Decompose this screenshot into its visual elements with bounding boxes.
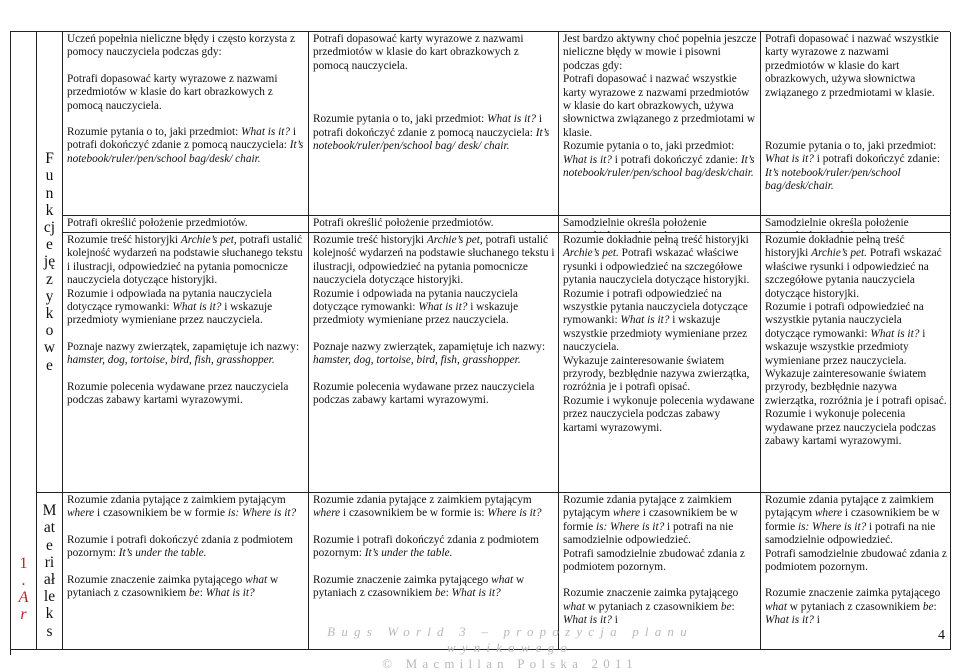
criterion-paragraph	[765, 140, 947, 194]
criterion-text: i potrafi na nie samodzielnie odpowiedzieć.	[563, 520, 734, 547]
criterion-text: Jest bardzo aktywny choć popełnia jeszcze nieliczne błędy w mowie i pisowni podczas gdy:	[563, 33, 757, 72]
criterion-text: w pytaniach z czasownikiem	[584, 600, 721, 613]
criterion-text: i	[813, 614, 820, 627]
criterion-text: i wskazuje wszystkie przedmioty wymieniane przez nauczyciela.	[563, 314, 748, 354]
criterion-paragraph	[67, 73, 305, 113]
english-phrase: It’s notebook/ruler/pen/school bag/desk/ chair.	[67, 139, 304, 165]
criterion-paragraph	[563, 234, 757, 288]
criterion-paragraph	[563, 288, 757, 355]
subsection-label-char: s	[46, 622, 53, 640]
cell-row2-level2	[309, 216, 559, 233]
criterion-text: w pytaniach z czasownikiem	[67, 573, 279, 600]
english-phrase: what	[491, 573, 514, 586]
subsection-label-materials	[37, 493, 63, 650]
subsection-label-char: cj	[43, 218, 56, 236]
criterion-paragraph	[563, 33, 757, 73]
footer-copyright: © Macmillan Polska 2011	[382, 656, 638, 671]
criterion-text: i czasownikiem be w formie is:	[340, 507, 488, 520]
criterion-text: Rozumie znaczenie zaimka pytającego	[313, 573, 492, 586]
english-phrase: be	[720, 600, 732, 613]
subsection-label-char: n	[45, 184, 54, 202]
subsection-label-char: M	[42, 502, 57, 520]
english-phrase: What is it?	[241, 126, 291, 139]
cell-row3-level2	[309, 233, 559, 493]
criterion-text: Rozumie i potrafi odpowiedzieć na wszystkie pytania nauczyciela dotyczące rymowanki:	[563, 287, 748, 327]
english-phrase: where	[67, 507, 95, 520]
section-label-char: r	[20, 606, 27, 623]
english-phrase: It’s under the table.	[118, 547, 207, 560]
criterion-paragraph	[313, 217, 555, 230]
criterion-paragraph	[313, 288, 555, 328]
criterion-text: i potrafi dokończyć zdanie z pomocą nauczyciela:	[313, 113, 543, 139]
criterion-paragraph	[765, 301, 947, 368]
english-phrase: What is it?	[765, 153, 814, 166]
english-phrase: It’s notebook/ruler/pen/school bag/desk/chair.	[563, 153, 755, 180]
criterion-text: i czasownikiem be w formie	[765, 507, 940, 533]
criterion-text: Rozumie i potrafi odpowiedzieć na wszystkie pytania nauczyciela dotyczące rymowanki:	[765, 301, 924, 340]
cell-row2-level1	[63, 216, 309, 233]
criterion-paragraph	[563, 217, 757, 233]
criterion-text: Potrafi dopasować i nazwać wszystkie karty wyrazowe z nazwami przedmiotów w klasie do kart obrazkowych, używa słownictwa związanego z przedmiotami w klasie.	[563, 73, 755, 139]
criterion-text: Rozumie znaczenie zaimka pytającego	[67, 573, 246, 586]
criterion-text: Rozumie i odpowiada na pytania nauczyciela dotyczące rymowanki:	[313, 287, 518, 314]
criterion-paragraph	[563, 73, 757, 140]
criterion-paragraph	[313, 33, 555, 73]
english-phrase: Where is it?	[487, 507, 542, 520]
cell-row3-level1	[63, 233, 309, 493]
criterion-text: Rozumie pytania o to, jaki przedmiot:	[563, 140, 735, 153]
criterion-text: Potrafi wskazać właściwe rysunki i odpowiedzieć na szczegółowe pytania nauczyciela dotyczące historyjki.	[765, 247, 942, 300]
criterion-paragraph	[67, 381, 305, 408]
criterion-text: Potrafi określić położenie przedmiotów.	[67, 217, 248, 229]
criterion-text: i potrafi dokończyć zdanie z pomocą nauczyciela:	[67, 126, 297, 152]
page-number: 4	[938, 628, 945, 643]
english-phrase: is: Where is it?	[797, 520, 867, 533]
criterion-text: Potrafi dopasować karty wyrazowe z nazwami przedmiotów w klasie do kart obrazkowych z pomocą nauczyciela.	[67, 72, 278, 112]
criterion-text: Potrafi dopasować karty wyrazowe z nazwami przedmiotów w klasie do kart obrazkowych z pomocą nauczyciela.	[313, 33, 524, 72]
criterion-text: Rozumie zdania pytające z zaimkiem pytającym	[313, 494, 532, 506]
english-phrase: What is it?	[205, 587, 255, 600]
criterion-paragraph	[563, 548, 757, 575]
criterion-text: potrafi ustalić kolejność wydarzeń na podstawie słuchanego tekstu i ilustracji, odpowiedzieć na pytania pomocnicze nauczyciela dotyczące historyjki.	[313, 234, 555, 287]
english-phrase: It’s notebook/ruler/pen/school bag/ desk/ chair.	[313, 126, 550, 153]
criterion-text: :	[199, 587, 206, 600]
cell-row4-level3	[559, 493, 761, 650]
criterion-paragraph	[67, 341, 305, 368]
criterion-text: Rozumie i odpowiada na pytania nauczyciela dotyczące rymowanki:	[67, 287, 272, 314]
criterion-text: Potrafi samodzielnie zbudować zdania z podmiotem pozornym.	[765, 547, 947, 574]
criterion-paragraph	[67, 574, 305, 601]
subsection-label-char: e	[46, 356, 53, 374]
section-label-char: 1	[19, 555, 28, 572]
criterion-text: Rozumie zdania pytające z zaimkiem pytającym	[765, 494, 934, 520]
criterion-text: Rozumie i wykonuje polecenia wydawane przez nauczyciela podczas zabawy kartami wyrazowymi.	[765, 408, 936, 448]
subsection-label-char: e	[46, 236, 53, 254]
criterion-paragraph	[765, 587, 947, 627]
criterion-text: Potrafi wskazać właściwe rysunki i odpowiedzieć na szczegółowe pytania nauczyciela dotyczące historyjki.	[563, 247, 750, 287]
criterion-text: :	[933, 600, 937, 613]
criterion-text: i potrafi na nie samodzielnie odpowiedzieć.	[765, 520, 936, 547]
criterion-text: w pytaniach z czasownikiem	[313, 573, 525, 600]
criterion-text: i wskazuje wszystkie przedmioty wymieniane przez nauczyciela.	[765, 327, 926, 367]
english-phrase: Archie’s pet.	[563, 247, 619, 260]
english-phrase: be	[435, 587, 446, 600]
subsection-label-char: k	[45, 605, 54, 623]
subsection-label-char: u	[45, 167, 54, 185]
criterion-text: potrafi ustalić kolejność wydarzeń na podstawie słuchanego tekstu i ilustracji, odpowiedzieć na pytania pomocnicze nauczyciela dotyczące historyjki.	[67, 234, 303, 287]
criterion-text: Rozumie i potrafi dokończyć zdania z podmiotem pozornym:	[313, 533, 539, 560]
criterion-text: Potrafi samodzielnie zbudować zdania z podmiotem pozornym.	[563, 547, 745, 574]
footer-title: Bugs World 3 – propozycja planu wynikowego	[327, 624, 693, 655]
criterion-paragraph	[563, 140, 757, 180]
criterion-text: :	[731, 600, 735, 613]
criterion-text: Rozumie dokładnie pełną treść historyjki	[765, 234, 905, 260]
criterion-text: Rozumie i wykonuje polecenia wydawane przez nauczyciela podczas zabawy kartami wyrazowymi.	[563, 394, 755, 434]
subsection-label-char: k	[45, 305, 54, 322]
criteria-table	[10, 31, 950, 655]
subsection-label-char: F	[45, 150, 54, 168]
criterion-text: Potrafi określić położenie przedmiotów.	[313, 217, 494, 229]
english-phrase: hamster, dog, tortoise, bird, fish, grasshopper.	[313, 354, 521, 367]
english-phrase: where	[313, 507, 341, 520]
criterion-paragraph	[563, 355, 757, 395]
english-phrase: What is it?	[487, 113, 537, 126]
section-label-char: A	[18, 589, 29, 606]
english-phrase: What is it?	[418, 301, 468, 314]
cell-row1-level2	[309, 32, 559, 216]
criterion-paragraph	[313, 534, 555, 561]
criterion-text: Samodzielnie określa położenie	[563, 217, 707, 229]
criterion-paragraph	[765, 217, 947, 233]
criterion-paragraph	[313, 234, 555, 288]
criterion-text: Uczeń popełnia nieliczne błędy i często korzysta z pomocy nauczyciela podczas gdy:	[67, 33, 296, 59]
criterion-text: Rozumie treść historyjki	[313, 234, 427, 246]
criterion-text: Rozumie treść historyjki	[67, 234, 181, 246]
criterion-text: Potrafi dopasować i nazwać wszystkie karty wyrazowe z nazwami przedmiotów w klasie do kart obrazkowych, używa słownictwa związanego z przedmiotami w klasie.	[765, 33, 939, 99]
subsection-label-char: w	[43, 339, 56, 357]
criterion-paragraph	[563, 587, 757, 627]
criterion-paragraph	[765, 234, 947, 301]
criterion-text: w pytaniach z czasownikiem	[786, 600, 923, 613]
criterion-text: :	[445, 587, 452, 600]
english-phrase: where	[612, 507, 641, 520]
english-phrase: What is it?	[765, 614, 814, 627]
criterion-paragraph	[765, 494, 947, 548]
subsection-label-char: z	[46, 270, 53, 288]
section-label-char: .	[21, 572, 26, 589]
criterion-text: Rozumie znaczenie zaimka pytającego	[563, 587, 739, 600]
criterion-paragraph	[563, 395, 757, 435]
criterion-paragraph	[765, 368, 947, 408]
subsection-label-char: y	[45, 287, 54, 305]
criterion-paragraph	[67, 217, 305, 230]
criterion-text: Wykazuje zainteresowanie światem przyrody, bezbłędnie nazywa zwierzątka, rozróżnia je i potrafi opisać.	[765, 368, 947, 407]
criterion-text: i potrafi dokończyć zdanie:	[611, 153, 741, 166]
criterion-text: Rozumie zdania pytające z zaimkiem pytającym	[563, 494, 732, 520]
criterion-text: i potrafi dokończyć zdanie:	[813, 153, 941, 166]
subsection-label-char: o	[45, 322, 54, 340]
subsection-label-char: le	[43, 588, 56, 606]
english-phrase: Archie’s pet.	[811, 247, 867, 260]
cell-row4-level2	[309, 493, 559, 650]
criterion-text: Samodzielnie określa położenie	[765, 217, 909, 229]
cell-row4-level1	[63, 493, 309, 650]
english-phrase: what	[563, 600, 585, 613]
cell-row2-level3	[559, 216, 761, 233]
criterion-paragraph	[765, 33, 947, 100]
cell-row3-level3	[559, 233, 761, 493]
english-phrase: What is it?	[172, 301, 222, 314]
subsection-label-char: e	[46, 536, 53, 554]
criterion-text: i czasownikiem be w formie	[563, 507, 738, 533]
criterion-text: Rozumie dokładnie pełną treść historyjki	[563, 234, 749, 246]
english-phrase: What is it?	[563, 614, 612, 627]
english-phrase: What is it?	[451, 587, 501, 600]
english-phrase: It’s under the table.	[364, 547, 453, 560]
criterion-text: Rozumie zdania pytające z zaimkiem pytającym	[67, 494, 286, 506]
english-phrase: is: Where is it?	[595, 520, 665, 533]
subsection-label-char: ri	[44, 553, 55, 571]
subsection-label-char: at	[43, 519, 56, 537]
criterion-paragraph	[67, 126, 305, 166]
criterion-paragraph	[563, 494, 757, 548]
criterion-text: Rozumie polecenia wydawane przez nauczyciela podczas zabawy kartami wyrazowymi.	[67, 380, 289, 407]
cell-row1-level1	[63, 32, 309, 216]
subsection-label-language-functions	[37, 32, 63, 493]
english-phrase: is: Where is it?	[227, 507, 297, 520]
subsection-label-char: ję	[43, 253, 56, 271]
subsection-label-char: k	[45, 201, 54, 219]
criterion-text: i wskazuje przedmioty wymieniane przez nauczyciela.	[67, 301, 273, 327]
english-phrase: what	[245, 573, 268, 586]
english-phrase: What is it?	[563, 153, 612, 166]
criterion-paragraph	[67, 534, 305, 561]
criterion-text: Rozumie i potrafi dokończyć zdania z podmiotem pozornym:	[67, 533, 293, 560]
english-phrase: what	[765, 600, 787, 613]
criterion-text: Rozumie pytania o to, jaki przedmiot:	[765, 140, 937, 153]
criterion-paragraph	[313, 494, 555, 521]
english-phrase: What is it?	[870, 327, 920, 340]
criterion-text: Rozumie pytania o to, jaki przedmiot:	[313, 113, 488, 126]
english-phrase: It’s notebook/ruler/pen/school bag/desk/chair.	[765, 166, 901, 193]
english-phrase: hamster, dog, tortoise, bird, fish, grasshopper.	[67, 354, 275, 367]
section-label	[11, 32, 37, 650]
criterion-text: Poznaje nazwy zwierzątek, zapamiętuje ich nazwy:	[67, 340, 300, 353]
criterion-paragraph	[313, 113, 555, 153]
criterion-paragraph	[313, 341, 555, 368]
criterion-text: i wskazuje przedmioty wymieniane przez nauczyciela.	[313, 301, 519, 327]
english-phrase: Archie’s pet,	[426, 234, 483, 246]
criterion-text: Rozumie polecenia wydawane przez nauczyciela podczas zabawy kartami wyrazowymi.	[313, 380, 535, 407]
criterion-paragraph	[765, 548, 947, 575]
cell-row2-level4	[761, 216, 951, 233]
criterion-paragraph	[313, 574, 555, 601]
english-phrase: where	[814, 507, 843, 520]
english-phrase: Archie’s pet,	[180, 234, 237, 246]
cell-row3-level4	[761, 233, 951, 493]
cell-row4-level4	[761, 493, 951, 650]
criterion-paragraph	[313, 381, 555, 408]
subsection-label-char: ał	[43, 571, 56, 588]
english-phrase: be	[922, 600, 934, 613]
criterion-paragraph	[67, 288, 305, 328]
english-phrase: be	[189, 587, 200, 600]
criterion-text: Poznaje nazwy zwierzątek, zapamiętuje ich nazwy:	[313, 340, 546, 353]
criterion-paragraph	[67, 33, 305, 60]
criterion-text: i czasownikiem be w formie	[94, 507, 228, 520]
criterion-paragraph	[67, 494, 305, 521]
criterion-paragraph	[765, 408, 947, 448]
cell-row1-level4	[761, 32, 951, 216]
criterion-text: Rozumie pytania o to, jaki przedmiot:	[67, 126, 242, 139]
criterion-text: i	[611, 614, 618, 627]
english-phrase: What is it?	[620, 314, 670, 327]
criterion-text: Rozumie znaczenie zaimka pytającego	[765, 587, 941, 600]
cell-row1-level3	[559, 32, 761, 216]
criterion-text: Wykazuje zainteresowanie światem przyrody, bezbłędnie nazywa zwierzątka, rozróżnia je i potrafi opisać.	[563, 354, 750, 394]
criterion-paragraph	[67, 234, 305, 288]
